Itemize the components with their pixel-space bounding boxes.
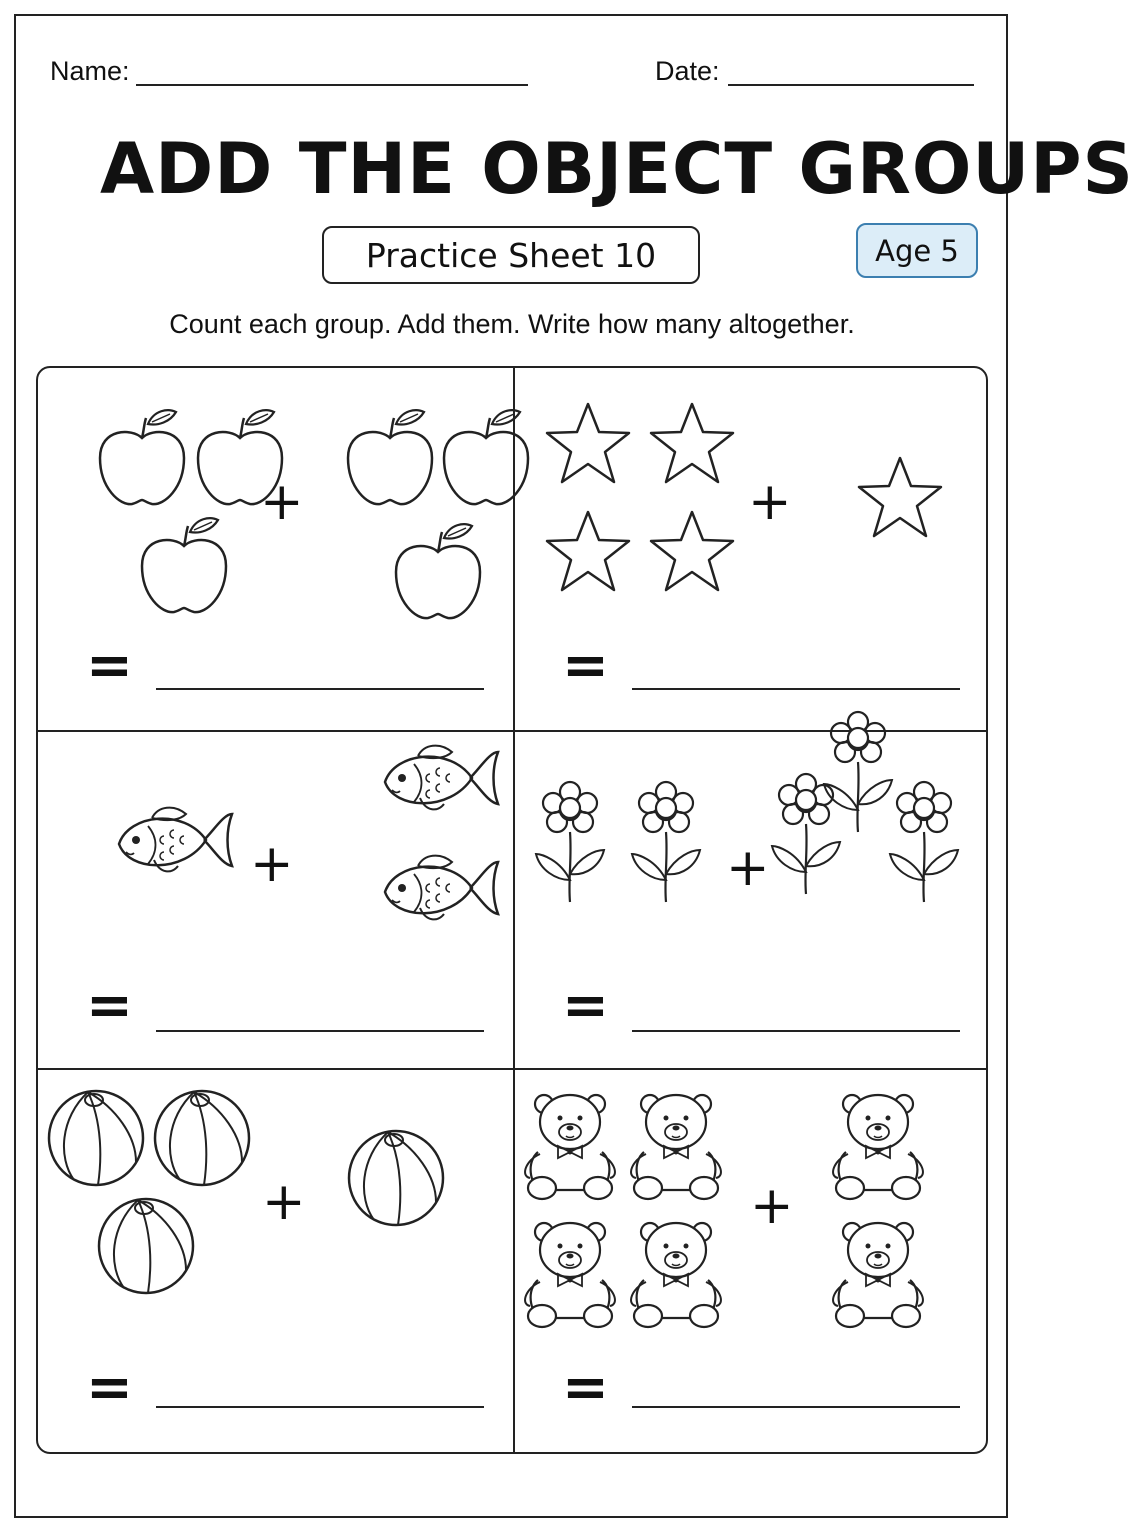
subtitle-box: Practice Sheet 10 xyxy=(322,226,700,284)
group-b-fish-icon xyxy=(385,856,498,920)
group-b-flower-icon xyxy=(772,774,840,894)
group-b-fish-icon xyxy=(385,746,498,810)
answer-line[interactable] xyxy=(632,1406,960,1408)
plus-sign: + xyxy=(262,1172,306,1232)
equals-sign: = xyxy=(562,1355,609,1420)
age-badge: Age 5 xyxy=(856,223,978,278)
problem-cell-4 xyxy=(514,730,986,1066)
group-b-apple-icon xyxy=(348,410,432,504)
name-write-line[interactable] xyxy=(136,84,528,86)
group-b-star-icon xyxy=(859,458,941,536)
group-b-flower-icon xyxy=(890,782,958,902)
group-b-flower-icon xyxy=(824,712,892,832)
problem-cell-1 xyxy=(38,368,512,728)
plus-sign: + xyxy=(748,472,792,532)
problem-cell-5 xyxy=(38,1068,512,1452)
answer-line[interactable] xyxy=(156,688,484,690)
group-a-ball-icon xyxy=(99,1199,193,1293)
date-label: Date: xyxy=(655,56,720,86)
name-label: Name: xyxy=(50,56,130,86)
group-a-flower-icon xyxy=(632,782,700,902)
equals-sign: = xyxy=(86,973,133,1038)
group-a-star-icon xyxy=(547,404,629,482)
group-a-star-icon xyxy=(651,404,733,482)
date-write-line[interactable] xyxy=(728,84,974,86)
group-a-apple-icon xyxy=(142,518,226,612)
group-b-ball-icon xyxy=(349,1131,443,1225)
group-b-teddy-bear-icon xyxy=(833,1223,923,1327)
group-a-star-icon xyxy=(547,512,629,590)
problem-cell-3 xyxy=(38,730,512,1066)
problem-cell-6 xyxy=(514,1068,986,1452)
group-a-teddy-bear-icon xyxy=(525,1223,615,1327)
group-a-apple-icon xyxy=(100,410,184,504)
answer-line[interactable] xyxy=(632,688,960,690)
group-b-teddy-bear-icon xyxy=(833,1095,923,1199)
page-title: ADD THE OBJECT GROUPS xyxy=(100,128,1134,210)
name-field xyxy=(50,56,130,87)
group-a-fish-icon xyxy=(119,808,232,872)
group-a-ball-icon xyxy=(49,1091,143,1185)
group-a-star-icon xyxy=(651,512,733,590)
group-b-apple-icon xyxy=(396,524,480,618)
answer-line[interactable] xyxy=(156,1406,484,1408)
equals-sign: = xyxy=(86,633,133,698)
plus-sign: + xyxy=(250,834,294,894)
plus-sign: + xyxy=(726,838,770,898)
answer-line[interactable] xyxy=(632,1030,960,1032)
answer-line[interactable] xyxy=(156,1030,484,1032)
equals-sign: = xyxy=(562,633,609,698)
group-a-flower-icon xyxy=(536,782,604,902)
plus-sign: + xyxy=(260,472,304,532)
group-a-teddy-bear-icon xyxy=(525,1095,615,1199)
problem-cell-2 xyxy=(514,368,986,728)
group-a-teddy-bear-icon xyxy=(631,1095,721,1199)
equals-sign: = xyxy=(562,973,609,1038)
equals-sign: = xyxy=(86,1355,133,1420)
instructions-text: Count each group. Add them. Write how many altogether. xyxy=(169,309,855,339)
date-field xyxy=(655,56,720,87)
plus-sign: + xyxy=(750,1176,794,1236)
group-a-ball-icon xyxy=(155,1091,249,1185)
group-a-teddy-bear-icon xyxy=(631,1223,721,1327)
